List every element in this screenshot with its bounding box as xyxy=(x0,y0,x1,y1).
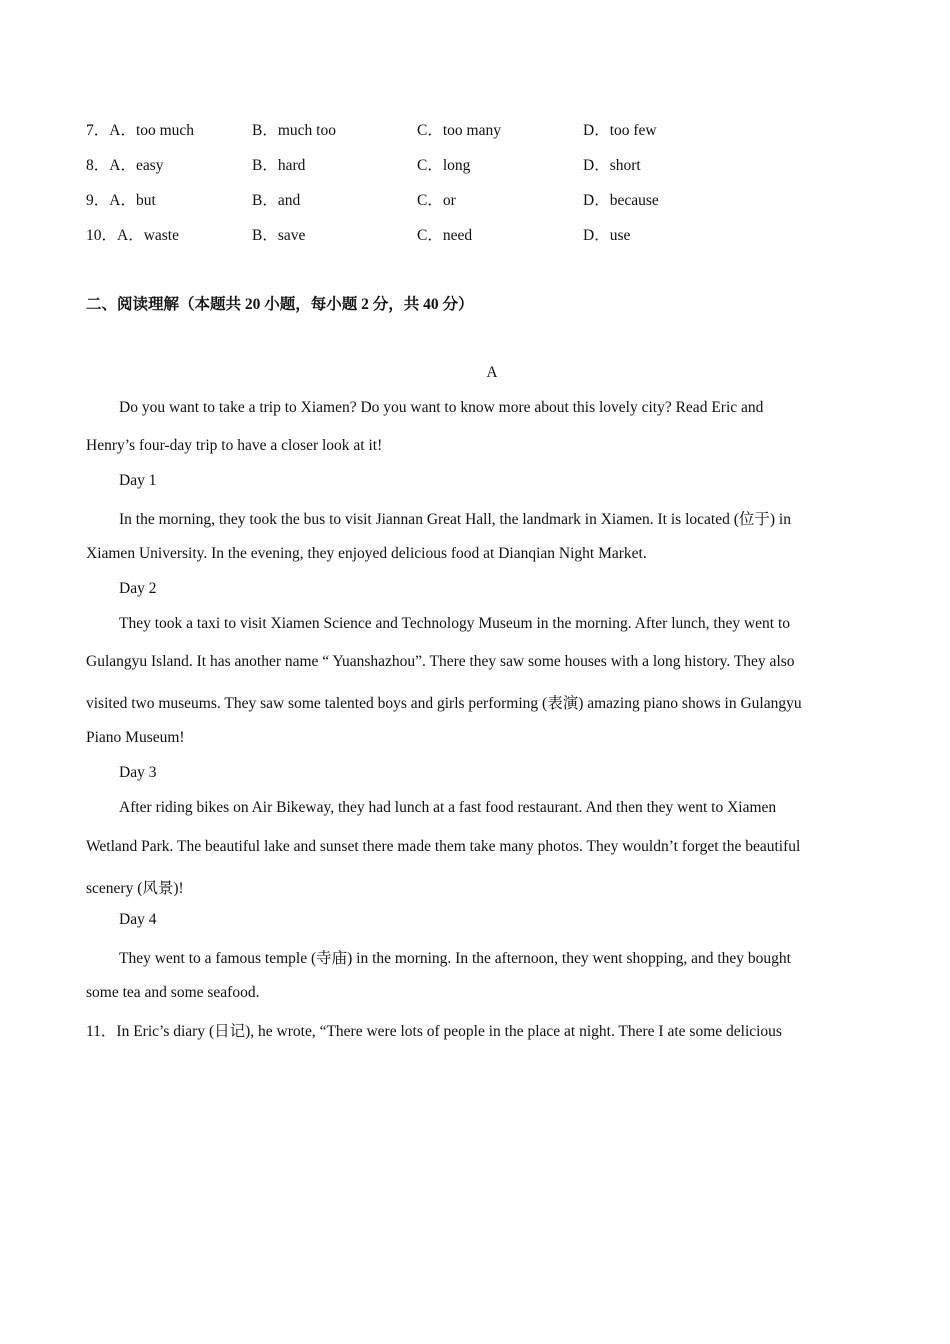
option-a: 9．A．but xyxy=(86,192,156,209)
option-c: C．need xyxy=(417,227,473,244)
passage-line: Wetland Park. The beautiful lake and sunset there made them take many photos. They wouldn’t forget the beautiful xyxy=(86,838,801,855)
passage-line: Henry’s four-day trip to have a closer look at it! xyxy=(86,437,383,454)
option-row-10 xyxy=(86,223,886,243)
passage-title: A xyxy=(486,364,498,381)
passage-line: scenery (风景)! xyxy=(86,880,184,897)
option-d: D．too few xyxy=(583,122,657,139)
passage-line: Gulangyu Island. It has another name “ Yuanshazhou”. There they saw some houses with a long history. They also xyxy=(86,653,795,670)
passage-line: After riding bikes on Air Bikeway, they had lunch at a fast food restaurant. And then they went to Xiamen xyxy=(119,799,777,816)
passage-line: Do you want to take a trip to Xiamen? Do you want to know more about this lovely city? Read Eric and xyxy=(119,399,764,416)
passage-line: They took a taxi to visit Xiamen Science and Technology Museum in the morning. After lunch, they went to xyxy=(119,615,791,632)
passage-line: In the morning, they took the bus to visit Jiannan Great Hall, the landmark in Xiamen. It is located (位于) in xyxy=(119,511,791,528)
day-heading: Day 2 xyxy=(119,580,157,597)
option-c: C．long xyxy=(417,157,471,174)
day-heading: Day 1 xyxy=(119,472,157,489)
option-a: 8．A．easy xyxy=(86,157,164,174)
option-d: D．use xyxy=(583,227,631,244)
passage-line: some tea and some seafood. xyxy=(86,984,260,1001)
day-heading: Day 4 xyxy=(119,911,157,928)
option-row-7 xyxy=(86,118,886,138)
passage-line: Piano Museum! xyxy=(86,729,185,746)
option-d: D．because xyxy=(583,192,659,209)
option-b: B．much too xyxy=(252,122,336,139)
option-b: B．save xyxy=(252,227,306,244)
option-c: C．too many xyxy=(417,122,501,139)
option-a: 7．A．too much xyxy=(86,122,195,139)
option-a: 10．A．waste xyxy=(86,227,179,244)
option-d: D．short xyxy=(583,157,641,174)
option-row-8 xyxy=(86,153,886,173)
passage-line: Xiamen University. In the evening, they enjoyed delicious food at Dianqian Night Market. xyxy=(86,545,647,562)
option-row-9 xyxy=(86,188,886,208)
question-11: 11．In Eric’s diary (日记), he wrote, “There were lots of people in the place at night. There I ate some delicious xyxy=(86,1023,782,1040)
day-heading: Day 3 xyxy=(119,764,157,781)
passage-line: visited two museums. They saw some talented boys and girls performing (表演) amazing piano shows in Gulangyu xyxy=(86,695,802,712)
option-b: B．and xyxy=(252,192,301,209)
passage-line: They went to a famous temple (寺庙) in the morning. In the afternoon, they went shopping, and they bought xyxy=(119,950,791,967)
option-b: B．hard xyxy=(252,157,306,174)
option-c: C．or xyxy=(417,192,456,209)
section-heading: 二、阅读理解（本题共 20 小题，每小题 2 分，共 40 分） xyxy=(86,296,474,313)
